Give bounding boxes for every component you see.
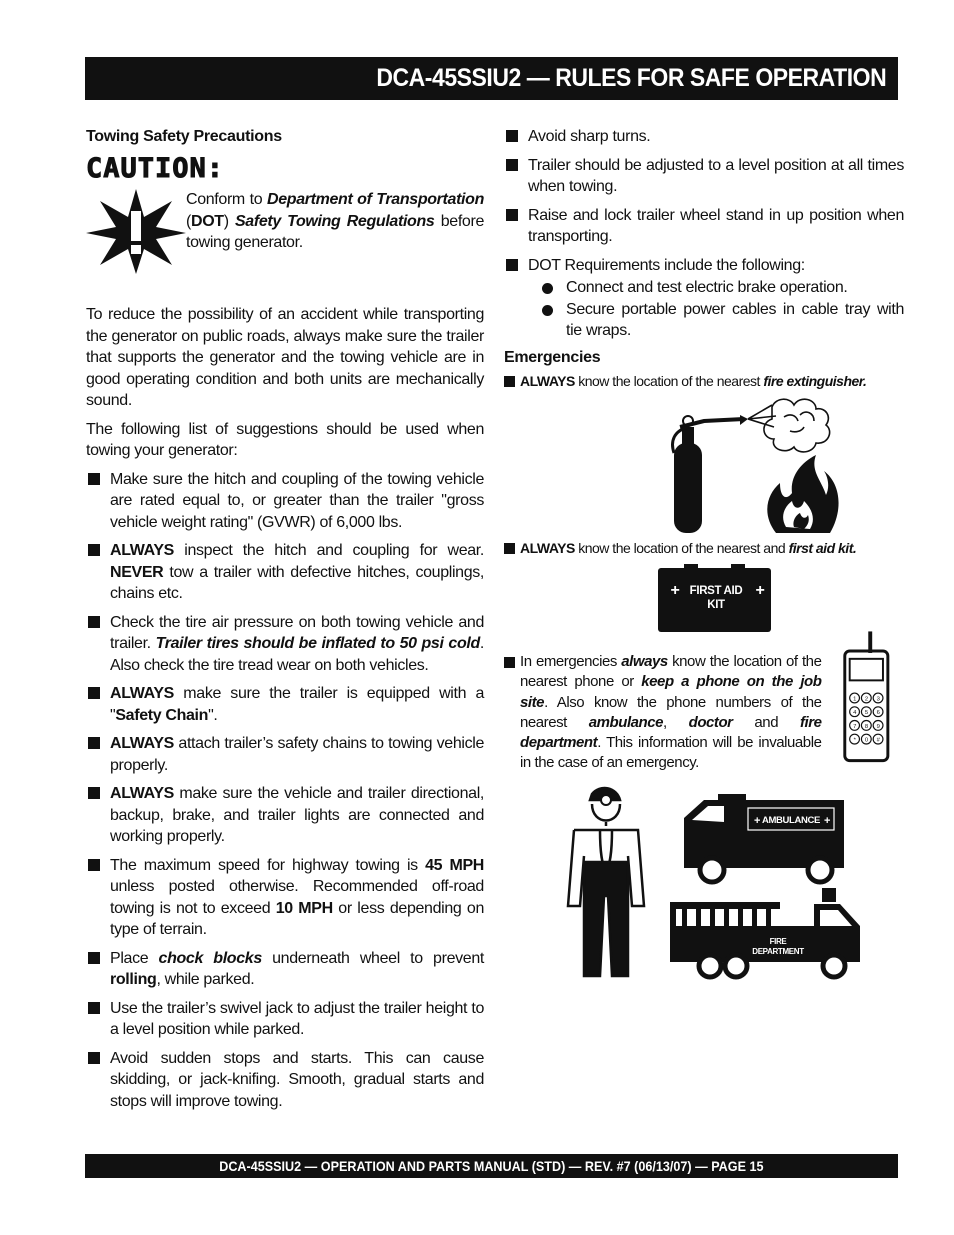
caution-text: Conform to Department of Transportation (DOT) Safety Towing Regulations before towing generator.: [186, 191, 484, 251]
spray-cloud: [748, 399, 830, 452]
keypad-key-label: 1: [853, 696, 857, 703]
fire-dept-label: FIRE: [769, 936, 787, 946]
right-column: [504, 126, 904, 991]
first-aid-label: FIRST AID: [689, 585, 743, 597]
keypad-key-label: 5: [865, 710, 869, 717]
keypad-key-label: *: [854, 737, 857, 744]
list-item: Place chock blocks underneath wheel to prevent rolling, while parked.: [86, 948, 484, 991]
warning-burst-icon: [86, 189, 186, 274]
plus-icon: +: [755, 582, 765, 599]
towing-suggestions-list: [86, 469, 484, 1113]
fire-truck-icon: [670, 888, 860, 977]
list-item: ALWAYS make sure the trailer is equipped with a "Safety Chain".: [86, 683, 484, 726]
suggestions-paragraph: The following list of suggestions should be used when towing your generator:: [86, 420, 484, 459]
flame-icon: [767, 455, 838, 533]
page-title: DCA-45SSIU2 — RULES FOR SAFE OPERATION: [376, 64, 886, 92]
mobile-phone-icon: [835, 630, 904, 765]
ladder-rung: [696, 909, 701, 926]
list-item: Use the trailer’s swivel jack to adjust the trailer height to a level position while parked.: [86, 998, 484, 1041]
intro-paragraph: To reduce the possibility of an accident while transporting the generator on public roads, always make sure the trailer that supports the generator and the towing vehicle are in good operating condition and both units are mechanically sound.: [86, 306, 484, 409]
keypad-key-label: 9: [877, 723, 881, 730]
fire-extinguisher-icon: [673, 415, 748, 533]
keypad-key-label: 8: [865, 723, 869, 730]
keypad-key-label: 6: [877, 710, 881, 717]
ambulance-icon: [684, 794, 844, 882]
phone-keypad: [850, 693, 883, 744]
list-item: Check the tire air pressure on both towing vehicle and trailer. Trailer tires should be inflated to 50 psi cold. Also check the tire tread wear on both vehicles.: [86, 612, 484, 677]
emergencies-heading: Emergencies: [504, 348, 601, 366]
ambulance-label: AMBULANCE: [761, 814, 821, 826]
ladder-rung: [682, 909, 687, 926]
keypad-key-label: 4: [853, 710, 857, 717]
list-item: ALWAYS make sure the vehicle and trailer directional, backup, brake, and trailer lights are connected and working properly.: [86, 783, 484, 848]
towing-subheading: Towing Safety Precautions: [86, 128, 282, 145]
ladder-rung: [766, 909, 771, 926]
plus-icon: +: [670, 582, 680, 599]
keypad-key-label: #: [877, 737, 881, 744]
list-item: Trailer should be adjusted to a level position at all times when towing.: [504, 155, 904, 198]
left-column: [86, 126, 484, 1119]
list-item: Secure portable power cables in cable tray with tie wraps.: [528, 299, 904, 342]
list-item: DOT Requirements include the following: Connect and test electric brake operation. Secure portable power cables in cable tray with tie wraps.: [504, 255, 904, 342]
dot-requirements-list: [528, 277, 904, 342]
phone-text: In emergencies always know the location of the nearest phone or keep a phone on the job site. Also know the phone numbers of the nearest ambulance, doctor and fire department. This information will be invaluable in the case of an emergency.: [504, 652, 821, 774]
keypad-key-label: 2: [865, 696, 869, 703]
keypad-key-label: 7: [853, 723, 857, 730]
fire-dept-label-2: DEPARTMENT: [752, 946, 804, 956]
first-aid-label-2: KIT: [707, 599, 725, 611]
list-item: ALWAYS attach trailer’s safety chains to towing vehicle properly.: [86, 733, 484, 776]
ladder-rung: [738, 909, 743, 926]
list-item: Avoid sudden stops and starts. This can cause skidding, or jack-knifing. Smooth, gradual starts and stops will improve towing.: [86, 1048, 484, 1113]
ladder-rung: [724, 909, 729, 926]
list-item: Make sure the hitch and coupling of the towing vehicle are rated equal to, or greater than the trailer "gross vehicle weight rating" (GVWR) of 6,000 lbs.: [86, 469, 484, 534]
list-item: Raise and lock trailer wheel stand in up position when transporting.: [504, 205, 904, 248]
header-bar: [85, 57, 898, 100]
footer-bar: [85, 1154, 898, 1178]
ladder-rung: [710, 909, 715, 926]
list-item: Avoid sharp turns.: [504, 126, 904, 148]
first-aid-line: ALWAYS know the location of the nearest and first aid kit.: [504, 539, 904, 558]
ladder-rung: [752, 909, 757, 926]
phone-notice: [504, 652, 904, 774]
towing-suggestions-list-cont: [504, 126, 904, 342]
doctor-icon: [568, 788, 644, 976]
keypad-key-label: 3: [877, 696, 881, 703]
svg-text:+: +: [753, 814, 761, 827]
keypad-key-label: 0: [865, 737, 869, 744]
svg-text:+: +: [823, 814, 831, 827]
caution-notice: [86, 189, 484, 274]
emergency-responders-illustration: [504, 776, 904, 991]
footer-text: DCA-45SSIU2 — OPERATION AND PARTS MANUAL (STD) — REV. #7 (06/13/07) — PAGE 15: [219, 1158, 764, 1174]
list-item: Connect and test electric brake operation.: [528, 277, 904, 299]
fire-extinguisher-line: ALWAYS know the location of the nearest fire extinguisher.: [504, 372, 904, 391]
list-item: The maximum speed for highway towing is 45 MPH unless posted otherwise. Recommended off-road towing is not to exceed 10 MPH or less depending on type of terrain.: [86, 855, 484, 941]
list-item: ALWAYS inspect the hitch and coupling for wear. NEVER tow a trailer with defective hitches, couplings, chains etc.: [86, 540, 484, 605]
fire-extinguisher-illustration: [504, 397, 904, 537]
caution-label: CAUTION:: [86, 152, 225, 184]
